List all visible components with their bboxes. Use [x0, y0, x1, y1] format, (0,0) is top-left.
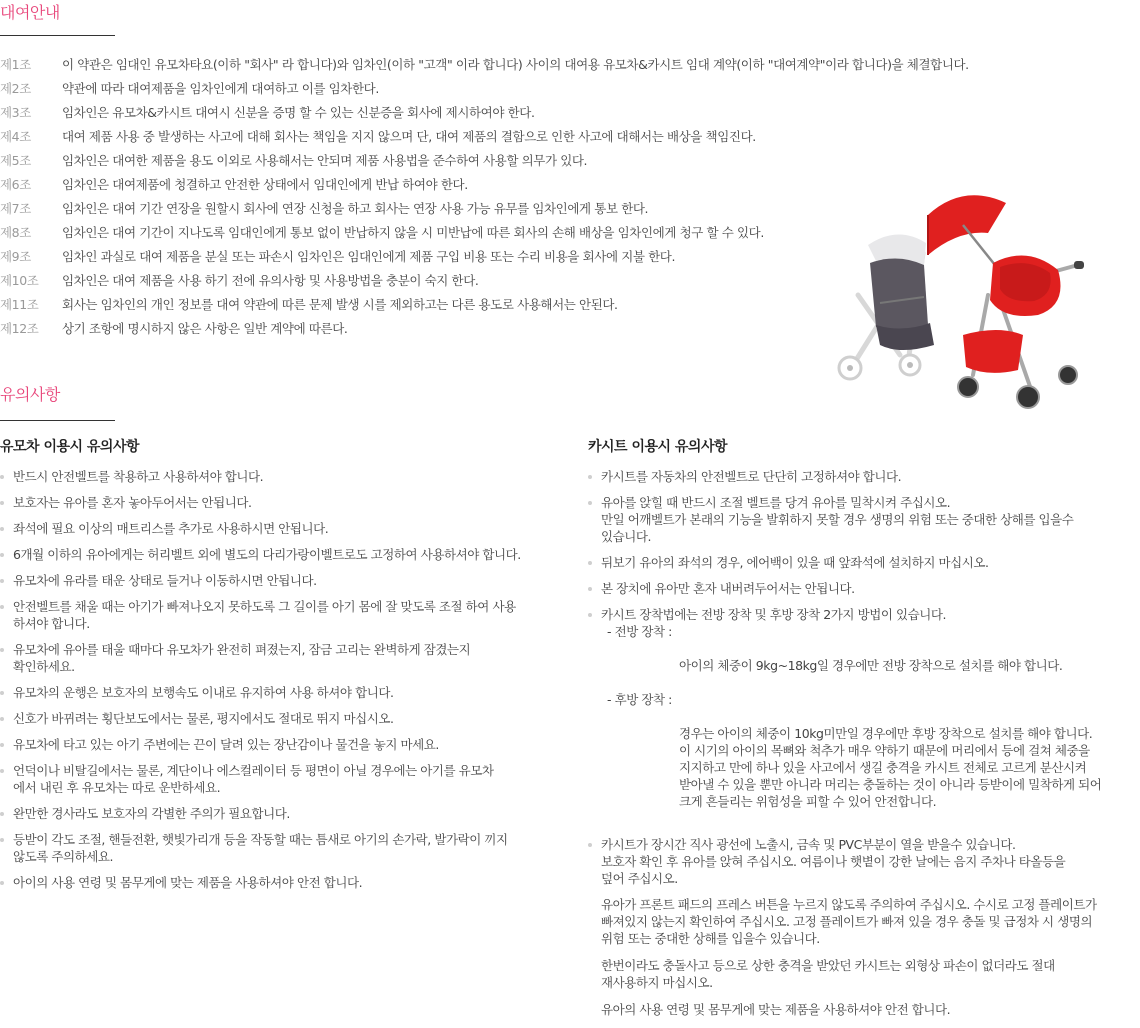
bullet-icon: [0, 838, 4, 842]
term-row: [0, 76, 1040, 100]
bullet-icon: [588, 587, 592, 591]
bullet-icon: [0, 475, 4, 479]
list-item: 유아를 앉힐 때 반드시 조절 벨트를 당겨 유아를 밀착시켜 주십시오. 만일 어깨벨트가 본래의 기능을 발휘하지 못할 경우 생명의 위험 또는 중대한 상해를 입을수 있습니다.: [588, 494, 1140, 545]
bullet-icon: [0, 691, 4, 695]
list-item: 카시트를 자동차의 안전벨트로 단단히 고정하셔야 합니다.: [588, 468, 1140, 485]
bullet-icon: [0, 501, 4, 505]
bullet-icon: [588, 613, 592, 617]
front-mount-label: - 전방 장착 :: [607, 624, 672, 639]
term-row: [0, 100, 1040, 124]
term-text: 임차인은 유모차&카시트 대여시 신분을 증명 할 수 있는 신분증을 회사에 제시하여야 한다.: [62, 105, 535, 120]
term-text: 임차인은 대여제품에 청결하고 안전한 상태에서 임대인에게 반납 하여야 한다.: [62, 177, 468, 192]
list-item: 유모차에 타고 있는 아기 주변에는 끈이 달려 있는 장난감이나 물건을 놓지 마세요.: [0, 736, 575, 753]
bullet-icon: [0, 553, 4, 557]
press-button-note: 유아가 프론트 패드의 프레스 버튼을 누르지 않도록 주의하여 주십시오. 수시로 고정 플레이트가 빠져있지 않는지 확인하여 주십시오. 고정 플레이트가 빠져 있을 경우 충돌 및 급정차 시 생명의 위험 또는 중대한 상해를 입을수 있습니다.: [601, 897, 1097, 946]
list-item: 유모차에 유아를 태울 때마다 유모차가 완전히 펴졌는지, 잠금 고리는 완벽하게 잠겼는지 확인하세요.: [0, 641, 575, 675]
term-text: 임차인은 대여 기간 연장을 원할시 회사에 연장 신청을 하고 회사는 연장 사용 가능 유무를 임차인에게 통보 한다.: [62, 201, 649, 216]
rear-mount: [607, 691, 1140, 827]
carseat-notice-column: [588, 436, 1140, 1028]
term-text: 임차인 과실로 대여 제품을 분실 또는 파손시 임차인은 임대인에게 제품 구입 비용 또는 수리 비용을 회사에 지불 한다.: [62, 249, 676, 264]
bullet-icon: [0, 717, 4, 721]
term-number: 제3조: [0, 105, 31, 120]
term-row: [0, 52, 1040, 76]
list-item-heat: 카시트가 장시간 직사 광선에 노출시, 금속 및 PVC부분이 열을 받을수 있습니다. 보호자 확인 후 유아를 앉혀 주십시오. 여름이나 햇볕이 강한 날에는 음지 주차나 타올등을 덮어 주십시오.: [588, 836, 1140, 887]
term-text: 회사는 임차인의 개인 정보를 대여 약관에 따른 문제 발생 시를 제외하고는 다른 용도로 사용해서는 안된다.: [62, 297, 618, 312]
rear-mount-text: 경우는 아이의 체중이 10kg미만일 경우에만 후방 장착으로 설치를 해야 합니다. 이 시기의 아이의 목뼈와 척추가 매우 약하기 때문에 머리에서 등에 걸쳐 체중을 지지하고 만에 하나 있을 사고에서 생길 충격을 카시트 전체로 고르게 분산시켜 받아낼 수 있을 뿐만 아니라 머리는 충돌하는 것이 아니라 등받이에 밀착하게 되어 크게 흔들리는 위험성을 피할 수 있어 안전합니다.: [679, 726, 1102, 809]
bullet-icon: [0, 743, 4, 747]
term-number: 제7조: [0, 201, 31, 216]
front-mount: [607, 623, 1140, 691]
list-item: 언덕이나 비탈길에서는 물론, 계단이나 에스컬레이터 등 평면이 아닐 경우에는 아기를 유모차 에서 내린 후 유모차는 따로 운반하세요.: [0, 762, 575, 796]
bullet-icon: [0, 648, 4, 652]
term-number: 제1조: [0, 57, 31, 72]
rental-title: 대여안내: [0, 3, 60, 22]
list-item: 등받이 각도 조절, 핸들전환, 햇빛가리개 등을 작동할 때는 틈새로 아기의 손가락, 발가락이 끼지 않도록 주의하세요.: [0, 831, 575, 865]
bullet-icon: [588, 843, 592, 847]
term-text: 약관에 따라 대여제품을 임차인에게 대여하고 이를 임차한다.: [62, 81, 379, 96]
mount-intro: 카시트 장착법에는 전방 장착 및 후방 장착 2가지 방법이 있습니다.: [601, 607, 946, 622]
age-note: 유아의 사용 연령 및 몸무게에 맞는 제품을 사용하셔야 안전 합니다.: [601, 1002, 951, 1017]
list-item: 안전벨트를 채울 때는 아기가 빠져나오지 못하도록 그 길이를 아기 몸에 잘 맞도록 조절 하여 사용 하셔야 합니다.: [0, 598, 575, 632]
term-text: 상기 조항에 명시하지 않은 사항은 일반 계약에 따른다.: [62, 321, 348, 336]
term-row: [0, 148, 1040, 172]
bullet-icon: [588, 561, 592, 565]
list-item: 완만한 경사라도 보호자의 각별한 주의가 필요합니다.: [0, 805, 575, 822]
carseat-extra-notes: [588, 896, 1140, 1018]
list-item: 좌석에 필요 이상의 매트리스를 추가로 사용하시면 안됩니다.: [0, 520, 575, 537]
list-item: 신호가 바뀌려는 횡단보도에서는 물론, 평지에서도 절대로 뛰지 마십시오.: [0, 710, 575, 727]
list-item: 보호자는 유아를 혼자 놓아두어서는 안됩니다.: [0, 494, 575, 511]
stroller-notice-heading: 유모차 이용시 유의사항: [0, 439, 139, 455]
term-text: 이 약관은 임대인 유모차타요(이하 "회사" 라 합니다)와 임차인(이하 "고객" 이라 합니다) 사이의 대여용 유모차&카시트 임대 계약(이하 "대여계약"이라 합니다)을 체결합니다.: [62, 57, 969, 72]
bullet-icon: [0, 812, 4, 816]
term-number: 제9조: [0, 249, 31, 264]
front-mount-text: 아이의 체중이 9kg~18kg일 경우에만 전방 장착으로 설치를 해야 합니다.: [679, 658, 1063, 673]
term-text: 임차인은 대여 기간이 지나도록 임대인에게 통보 없이 반납하지 않을 시 미반납에 따른 회사의 손해 배상을 임차인에게 청구 할 수 있다.: [62, 225, 764, 240]
carseat-notice-list: [588, 468, 1140, 887]
term-text: 임차인은 대여 제품을 사용 하기 전에 유의사항 및 사용방법을 충분이 숙지 한다.: [62, 273, 479, 288]
list-item: 6개월 이하의 유아에게는 허리벨트 외에 별도의 다리가랑이벨트로도 고정하여 사용하셔야 합니다.: [0, 546, 575, 563]
list-item: 유모차의 운행은 보호자의 보행속도 이내로 유지하여 사용 하셔야 합니다.: [0, 684, 575, 701]
bullet-icon: [588, 501, 592, 505]
stroller-product-image: [828, 185, 1090, 415]
term-number: 제6조: [0, 177, 31, 192]
list-item: 반드시 안전벨트를 착용하고 사용하셔야 합니다.: [0, 468, 575, 485]
term-number: 제2조: [0, 81, 31, 96]
list-item-mount: [588, 606, 1140, 827]
impact-note: 한번이라도 충돌사고 등으로 상한 충격을 받았던 카시트는 외형상 파손이 없더라도 절대 재사용하지 마십시오.: [601, 958, 1055, 990]
list-item: 뒤보기 유아의 좌석의 경우, 에어백이 있을 때 앞좌석에 설치하지 마십시오.: [588, 554, 1140, 571]
bullet-icon: [0, 769, 4, 773]
bullet-icon: [0, 605, 4, 609]
notice-title-underline: [0, 420, 115, 421]
term-number: 제5조: [0, 153, 31, 168]
stroller-notice-column: [0, 436, 575, 900]
carseat-notice-heading: 카시트 이용시 유의사항: [588, 439, 727, 455]
term-number: 제10조: [0, 273, 39, 288]
term-text: 대여 제품 사용 중 발생하는 사고에 대해 회사는 책임을 지지 않으며 단, 대여 제품의 결함으로 인한 사고에 대해서는 배상을 책임진다.: [62, 129, 756, 144]
term-number: 제4조: [0, 129, 31, 144]
bullet-icon: [0, 579, 4, 583]
term-number: 제8조: [0, 225, 31, 240]
rental-title-underline: [0, 35, 115, 36]
list-item: 유모차에 유라를 태운 상태로 들거나 이동하시면 안됩니다.: [0, 572, 575, 589]
term-number: 제11조: [0, 297, 39, 312]
list-item: 본 장치에 유아만 혼자 내버려두어서는 안됩니다.: [588, 580, 1140, 597]
bullet-icon: [0, 881, 4, 885]
term-text: 임차인은 대여한 제품을 용도 이외로 사용해서는 안되며 제품 사용법을 준수하여 사용할 의무가 있다.: [62, 153, 588, 168]
stroller-notice-list: [0, 468, 575, 891]
bullet-icon: [588, 475, 592, 479]
term-number: 제12조: [0, 321, 39, 336]
term-row: [0, 124, 1040, 148]
rear-mount-label: - 후방 장착 :: [607, 692, 672, 707]
notice-title: 유의사항: [0, 385, 60, 404]
list-item: 아이의 사용 연령 및 몸무게에 맞는 제품을 사용하셔야 안전 합니다.: [0, 874, 575, 891]
bullet-icon: [0, 527, 4, 531]
